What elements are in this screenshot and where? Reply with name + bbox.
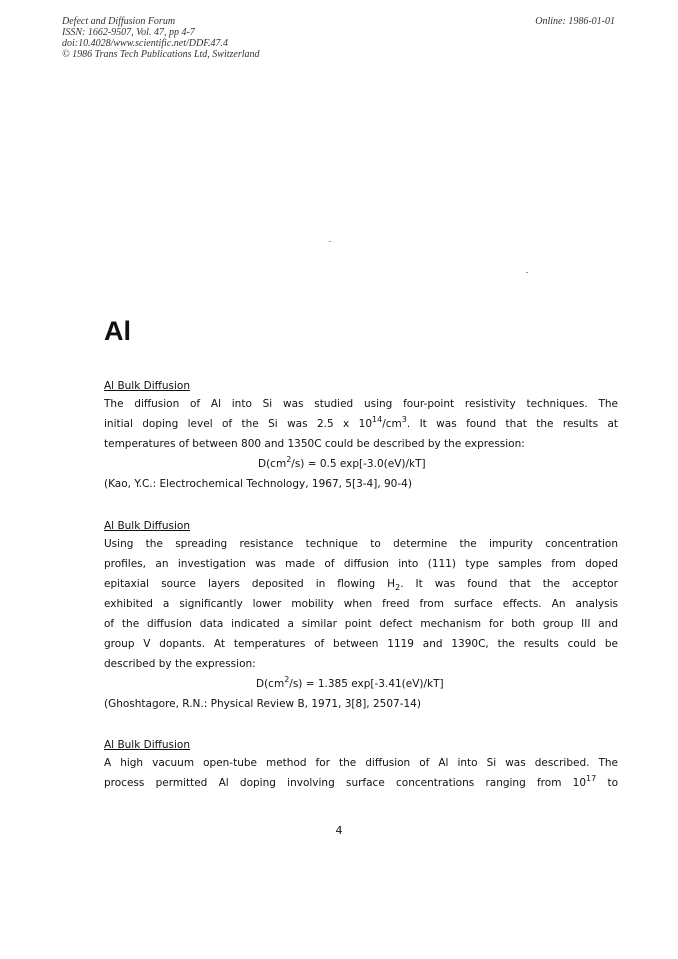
body-line: initial doping level of the Si was 2.5 x $10^{14}/cm^3$. It was found that the results at <box>104 415 618 430</box>
body-line: process permitted Al doping involving surface concentrations ranging from $10^{17}$ to <box>104 774 618 789</box>
issn-line: ISSN: 1662-9507, Vol. 47, pp 4-7 <box>62 27 195 38</box>
section-heading: Al Bulk Diffusion <box>104 739 190 751</box>
body-line: group V dopants. At temperatures of between 1119 and 1390C, the results could be <box>104 638 618 650</box>
section-heading: Al Bulk Diffusion <box>104 380 190 392</box>
scan-speck <box>526 272 528 273</box>
body-line: profiles, an investigation was made of diffusion into (111) type samples from doped <box>104 558 618 570</box>
body-line: exhibited a significantly lower mobility when freed from surface effects. An analysis <box>104 598 618 610</box>
online-date: Online: 1986-01-01 <box>535 16 615 27</box>
body-line: of the diffusion data indicated a similar point defect mechanism for both group III and <box>104 618 618 630</box>
body-line: epitaxial source layers deposited in flowing $H_2$. It was found that the acceptor <box>104 578 618 592</box>
copyright-line: © 1986 Trans Tech Publications Ltd, Switzerland <box>62 49 260 60</box>
body-line: The diffusion of Al into Si was studied using four-point resistivity techniques. The <box>104 398 618 410</box>
element-title: Al <box>104 316 131 346</box>
journal-header <box>62 16 382 60</box>
page-number: 4 <box>335 824 343 837</box>
body-line: A high vacuum open-tube method for the diffusion of Al into Si was described. The <box>104 757 618 769</box>
reference: (Ghoshtagore, R.N.: Physical Review B, 1971, 3[8], 2507-14) <box>104 698 421 710</box>
body-line: Using the spreading resistance technique to determine the impurity concentration <box>104 538 618 550</box>
scan-speck <box>329 241 331 242</box>
journal-name: Defect and Diffusion Forum <box>62 16 176 27</box>
section-1 <box>104 379 618 494</box>
section-3 <box>104 738 618 793</box>
equation: $D(cm^2/s) = 0.5$ exp[-3.0(eV)/kT] <box>258 455 426 470</box>
section-heading: Al Bulk Diffusion <box>104 520 190 532</box>
body-line: described by the expression: <box>104 658 256 670</box>
reference: (Kao, Y.C.: Electrochemical Technology, 1967, 5[3-4], 90-4) <box>104 478 412 490</box>
equation: $D(cm^2/s) = 1.385$ exp[-3.41(eV)/kT] <box>256 675 444 690</box>
doi-line: doi:10.4028/www.scientific.net/DDF.47.4 <box>62 38 229 49</box>
body-line: temperatures of between 800 and 1350C could be described by the expression: <box>104 438 525 450</box>
section-2 <box>104 519 618 714</box>
